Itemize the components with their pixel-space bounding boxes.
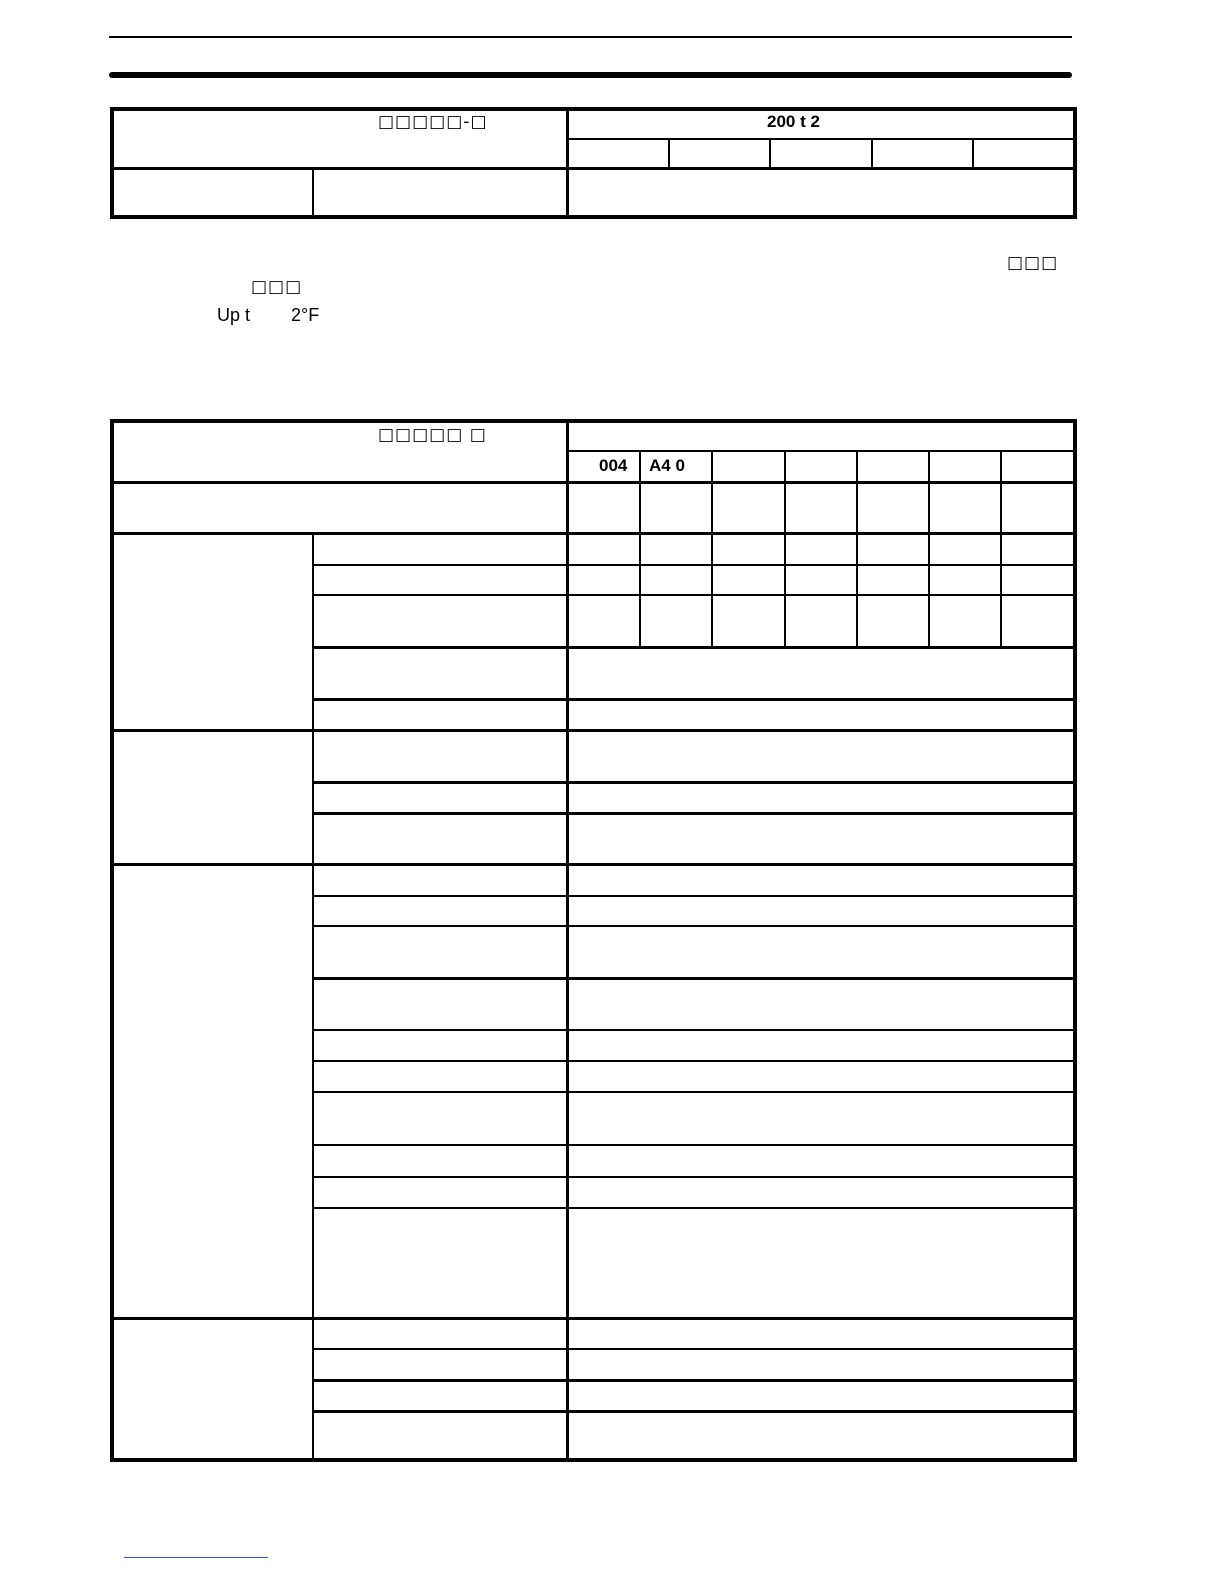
table2-row-line: [314, 1176, 1075, 1178]
table2-row-line: [314, 564, 1075, 566]
table2-row-line: [314, 895, 1075, 897]
table2-header-bottom: [112, 481, 1075, 484]
table2-row-line: [314, 1207, 1075, 1209]
table2-row-line: [314, 1410, 1075, 1413]
table1-subcol-divider: [769, 139, 771, 168]
table2-col-header-a4: A4 0: [649, 456, 685, 475]
table2-col-divider: [856, 451, 858, 647]
table2-col-divider: [711, 451, 713, 647]
spec-table-main: [110, 419, 1077, 1462]
table2-row-line: [314, 594, 1075, 596]
table2-header-sub-line: [568, 450, 1075, 452]
table2-category-divider: [312, 533, 314, 1460]
header-rule-thin: [109, 36, 1072, 38]
table1-voltage-underline: [568, 138, 1075, 140]
table1-model-header: □□□□□-□: [378, 112, 488, 132]
table1-divider-main: [566, 109, 569, 217]
table1-row-divider: [312, 169, 314, 217]
table2-group-line: [112, 863, 1075, 866]
table2-col-divider: [928, 451, 930, 647]
table2-row-line: [112, 532, 1075, 535]
table2-row-line: [314, 698, 1075, 701]
table2-row-line: [314, 1144, 1075, 1146]
footer-link-underline[interactable]: [124, 1557, 268, 1558]
table2-col-header-004: 004: [599, 456, 628, 475]
table2-row-line: [314, 1029, 1075, 1031]
table2-row-line: [314, 1060, 1075, 1062]
table2-row-line: [314, 977, 1075, 980]
table2-model-header: □□□□□ □: [378, 425, 487, 445]
table2-group-line: [112, 729, 1075, 732]
table1-subcol-divider: [871, 139, 873, 168]
table2-divider-main: [566, 421, 569, 1460]
table2-group-line: [112, 1317, 1075, 1320]
table2-row-line: [314, 925, 1075, 927]
table2-col-divider: [639, 451, 641, 647]
body-text-temp: 2°F: [291, 305, 320, 325]
table2-row-line: [314, 1379, 1075, 1382]
spec-table-top: [110, 107, 1077, 219]
table2-row-line: [314, 781, 1075, 784]
table2-col-divider: [784, 451, 786, 647]
table1-subcol-divider: [972, 139, 974, 168]
table2-row-line: [314, 1091, 1075, 1093]
table1-header-bottom: [112, 167, 1075, 170]
header-rule-thick: [109, 72, 1072, 78]
table2-row-line: [314, 1348, 1075, 1350]
table2-row-line: [314, 646, 1075, 649]
table2-col-divider: [1000, 451, 1002, 647]
body-placeholder-right: □□□: [1007, 253, 1059, 273]
body-text-upto: Up t: [217, 305, 251, 325]
table1-voltage-header: 200 t 2: [767, 112, 820, 131]
body-placeholder-left: □□□: [251, 277, 303, 297]
table2-row-line: [314, 812, 1075, 815]
table1-subcol-divider: [668, 139, 670, 168]
